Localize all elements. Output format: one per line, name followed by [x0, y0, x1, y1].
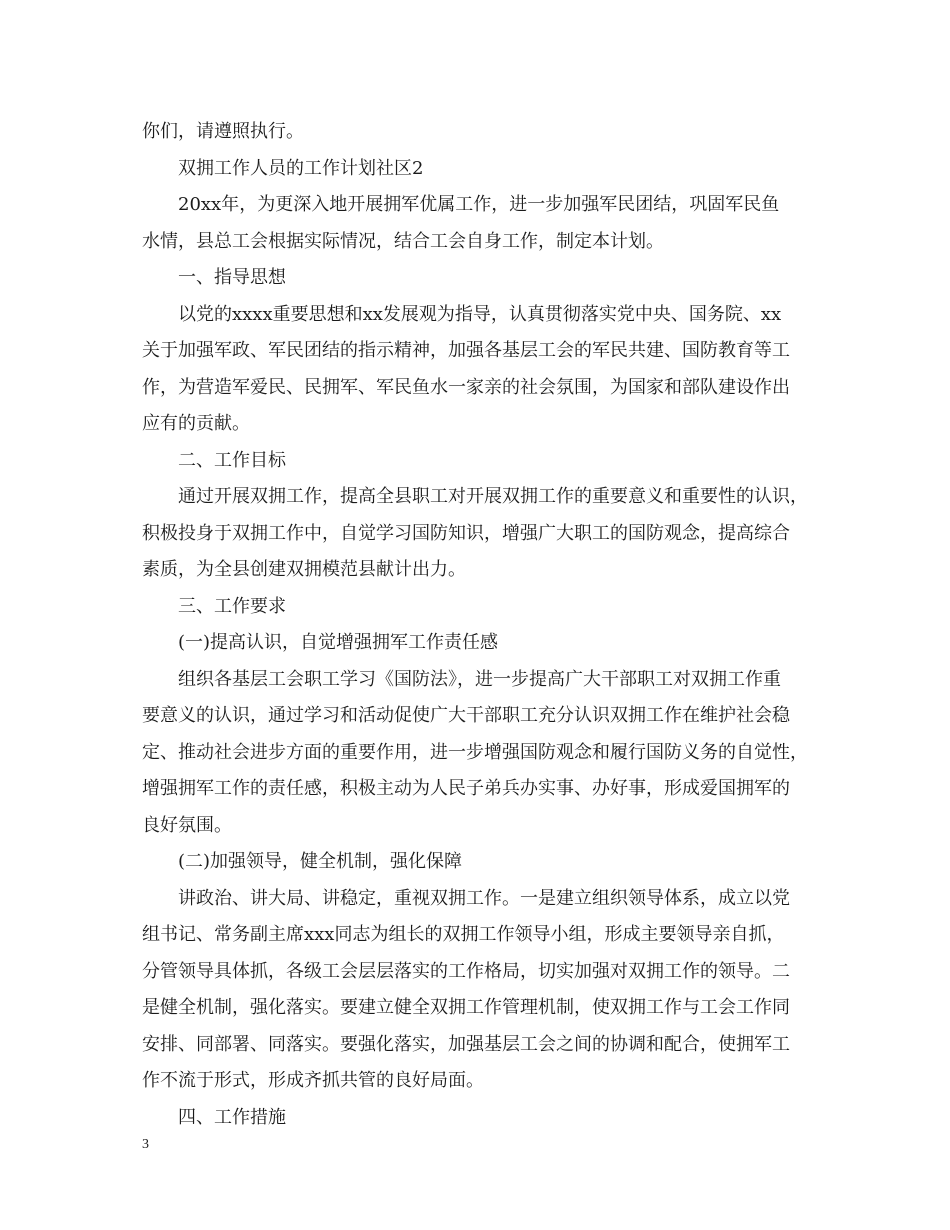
text-line: 增强拥军工作的责任感，积极主动为人民子弟兵办实事、办好事，形成爱国拥军的	[142, 778, 790, 799]
text-line: 良好氛围。	[142, 814, 232, 836]
text-line: 水情，县总工会根据实际情况，结合工会自身工作，制定本计划。	[142, 230, 664, 252]
text-line: 通过开展双拥工作，提高全县职工对开展双拥工作的重要意义和重要性的认识，	[178, 486, 808, 507]
text-line: 是健全机制，强化落实。要建立健全双拥工作管理机制，使双拥工作与工会工作同	[142, 997, 790, 1018]
text-line: (一)提高认识，自觉增强拥军工作责任感	[178, 632, 499, 653]
text-line: 二、工作目标	[178, 449, 286, 471]
text-line: 作，为营造军爱民、民拥军、军民鱼水一家亲的社会氛围，为国家和部队建设作出	[142, 376, 790, 398]
text-line: 双拥工作人员的工作计划社区2	[178, 157, 424, 179]
text-line: 一、指导思想	[178, 267, 286, 288]
document-body	[142, 114, 812, 1136]
text-line: 讲政治、讲大局、讲稳定，重视双拥工作。一是建立组织领导体系，成立以党	[178, 887, 790, 909]
text-line: 组织各基层工会职工学习《国防法》，进一步提高广大干部职工对双拥工作重	[178, 668, 781, 690]
text-line: 要意义的认识，通过学习和活动促使广大干部职工充分认识双拥工作在维护社会稳	[142, 705, 790, 726]
text-line: 应有的贡献。	[142, 413, 250, 434]
text-line: 分管领导具体抓，各级工会层层落实的工作格局，切实加强对双拥工作的领导。二	[142, 960, 790, 982]
text-line: 安排、同部署、同落实。要强化落实，加强基层工会之间的协调和配合，使拥军工	[142, 1033, 790, 1055]
text-line: 20xx年，为更深入地开展拥军优属工作，进一步加强军民团结，巩固军民鱼	[178, 194, 780, 215]
text-line: 三、工作要求	[178, 595, 286, 617]
text-line: 定、推动社会进步方面的重要作用，进一步增强国防观念和履行国防义务的自觉性，	[142, 741, 808, 763]
text-line: 作不流于形式，形成齐抓共管的良好局面。	[142, 1070, 484, 1091]
text-line: 以党的xxxx重要思想和xx发展观为指导，认真贯彻落实党中央、国务院、xx	[178, 303, 782, 325]
text-line: 组书记、常务副主席xxx同志为组长的双拥工作领导小组，形成主要领导亲自抓，	[142, 924, 785, 945]
text-line: 四、工作措施	[178, 1106, 286, 1128]
text-line: (二)加强领导，健全机制，强化保障	[178, 851, 463, 872]
text-line: 你们，请遵照执行。	[142, 121, 304, 142]
text-line: 素质，为全县创建双拥模范县献计出力。	[142, 559, 466, 580]
page-number: 3	[142, 1137, 149, 1152]
text-line: 积极投身于双拥工作中，自觉学习国防知识，增强广大职工的国防观念，提高综合	[142, 522, 790, 544]
text-line: 关于加强军政、军民团结的指示精神，加强各基层工会的军民共建、国防教育等工	[142, 340, 790, 361]
